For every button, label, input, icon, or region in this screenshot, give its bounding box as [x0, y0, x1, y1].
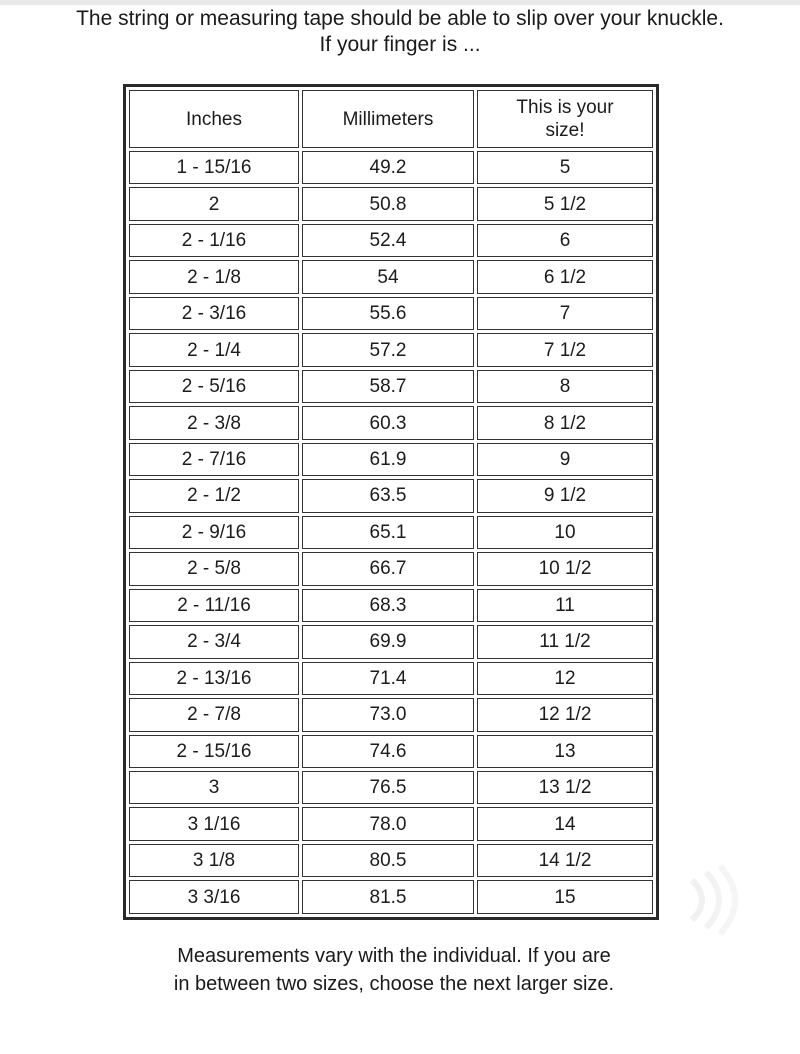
cell-inches: 2 - 1/2 [129, 479, 299, 512]
cell-millimeters: 63.5 [302, 479, 474, 512]
cell-size: 12 1/2 [477, 698, 653, 731]
cell-inches: 1 - 15/16 [129, 151, 299, 184]
table-row [129, 151, 653, 184]
table-row [129, 844, 653, 877]
cell-millimeters: 76.5 [302, 771, 474, 804]
cell-size: 8 1/2 [477, 406, 653, 439]
faint-watermark-icon [672, 860, 752, 940]
cell-millimeters: 49.2 [302, 151, 474, 184]
cell-inches: 3 1/16 [129, 807, 299, 840]
cell-size: 12 [477, 662, 653, 695]
cell-millimeters: 60.3 [302, 406, 474, 439]
top-strip [0, 0, 800, 5]
cell-inches: 2 - 5/8 [129, 552, 299, 585]
cell-millimeters: 54 [302, 260, 474, 293]
table-row [129, 443, 653, 476]
cell-inches: 2 - 13/16 [129, 662, 299, 695]
table-row [129, 333, 653, 366]
cell-millimeters: 68.3 [302, 589, 474, 622]
footnote-line-1: Measurements vary with the individual. If you are [177, 945, 611, 967]
cell-size: 6 [477, 224, 653, 257]
table-row [129, 297, 653, 330]
table-row [129, 698, 653, 731]
cell-inches: 2 - 7/8 [129, 698, 299, 731]
cell-millimeters: 57.2 [302, 333, 474, 366]
table-row [129, 516, 653, 549]
cell-millimeters: 66.7 [302, 552, 474, 585]
cell-size: 9 1/2 [477, 479, 653, 512]
cell-inches: 2 - 1/8 [129, 260, 299, 293]
cell-inches: 2 - 5/16 [129, 370, 299, 403]
table-row [129, 370, 653, 403]
cell-inches: 2 - 3/16 [129, 297, 299, 330]
cell-inches: 2 - 1/16 [129, 224, 299, 257]
cell-size: 10 [477, 516, 653, 549]
table-row [129, 625, 653, 658]
table-row [129, 260, 653, 293]
table-row [129, 552, 653, 585]
cell-size: 7 [477, 297, 653, 330]
cell-inches: 2 - 1/4 [129, 333, 299, 366]
table-row [129, 589, 653, 622]
cell-inches: 2 - 15/16 [129, 735, 299, 768]
cell-millimeters: 78.0 [302, 807, 474, 840]
ring-size-table [126, 87, 656, 917]
cell-inches: 3 3/16 [129, 880, 299, 914]
cell-millimeters: 69.9 [302, 625, 474, 658]
header-size [477, 90, 653, 148]
table-row [129, 187, 653, 220]
header-inches: Inches [129, 90, 299, 148]
cell-size: 13 1/2 [477, 771, 653, 804]
cell-inches: 2 - 3/8 [129, 406, 299, 439]
table-row [129, 406, 653, 439]
table-body [129, 151, 653, 914]
cell-size: 11 1/2 [477, 625, 653, 658]
footnote-line-2: in between two sizes, choose the next larger size. [173, 973, 615, 995]
cell-size: 8 [477, 370, 653, 403]
cell-size: 10 1/2 [477, 552, 653, 585]
cell-millimeters: 73.0 [302, 698, 474, 731]
table-row [129, 735, 653, 768]
table-row [129, 224, 653, 257]
table-header-row [129, 90, 653, 148]
cell-millimeters: 55.6 [302, 297, 474, 330]
table-row [129, 479, 653, 512]
cell-millimeters: 74.6 [302, 735, 474, 768]
cell-inches: 2 [129, 187, 299, 220]
cell-millimeters: 58.7 [302, 370, 474, 403]
cell-millimeters: 81.5 [302, 880, 474, 914]
cell-inches: 3 1/8 [129, 844, 299, 877]
cell-size: 13 [477, 735, 653, 768]
intro-line-2: If your finger is ... [319, 33, 481, 56]
cell-size: 7 1/2 [477, 333, 653, 366]
table-row [129, 880, 653, 914]
cell-size: 5 1/2 [477, 187, 653, 220]
intro-line-1: The string or measuring tape should be able to slip over your knuckle. [76, 7, 724, 30]
footnote-text [0, 942, 788, 998]
table-row [129, 662, 653, 695]
cell-millimeters: 50.8 [302, 187, 474, 220]
cell-size: 14 [477, 807, 653, 840]
ring-size-table-frame [123, 84, 659, 920]
cell-millimeters: 80.5 [302, 844, 474, 877]
header-size-label: This is your size! [516, 97, 614, 141]
cell-millimeters: 61.9 [302, 443, 474, 476]
cell-size: 9 [477, 443, 653, 476]
table-row [129, 807, 653, 840]
cell-size: 11 [477, 589, 653, 622]
cell-size: 5 [477, 151, 653, 184]
cell-size: 6 1/2 [477, 260, 653, 293]
intro-text [0, 6, 800, 58]
cell-millimeters: 52.4 [302, 224, 474, 257]
cell-inches: 3 [129, 771, 299, 804]
cell-inches: 2 - 11/16 [129, 589, 299, 622]
cell-inches: 2 - 9/16 [129, 516, 299, 549]
table-row [129, 771, 653, 804]
cell-inches: 2 - 7/16 [129, 443, 299, 476]
cell-size: 14 1/2 [477, 844, 653, 877]
cell-size: 15 [477, 880, 653, 914]
cell-inches: 2 - 3/4 [129, 625, 299, 658]
cell-millimeters: 65.1 [302, 516, 474, 549]
header-millimeters: Millimeters [302, 90, 474, 148]
cell-millimeters: 71.4 [302, 662, 474, 695]
